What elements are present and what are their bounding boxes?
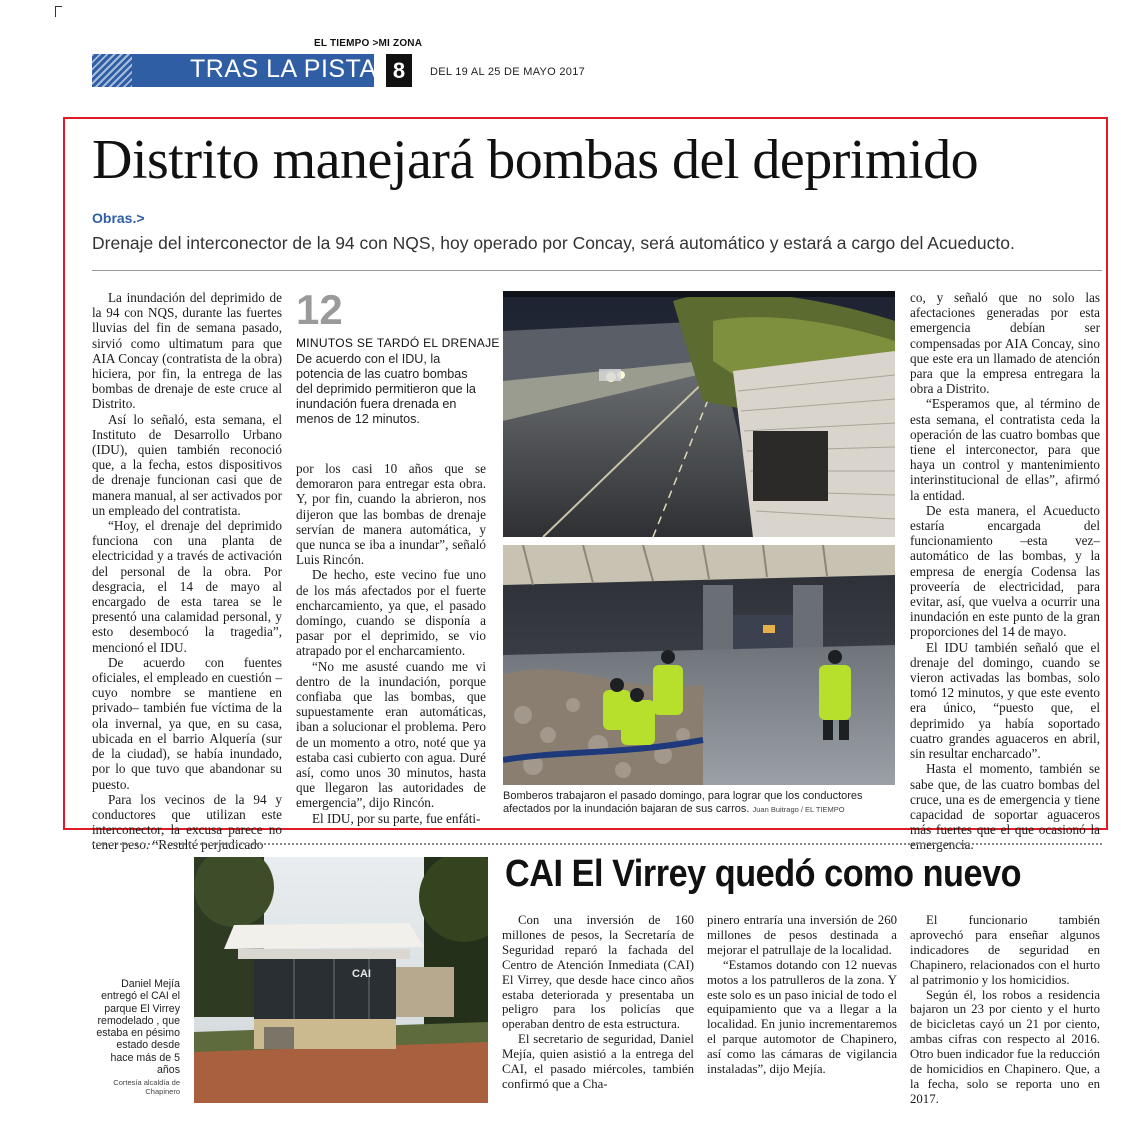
article2-headline: CAI El Virrey quedó como nuevo <box>505 853 1022 895</box>
article2-column-1 <box>502 913 694 1092</box>
cai-photo <box>194 857 488 1103</box>
paragraph: El IDU también señaló que el drenaje del domingo, cuando se vieron activadas las bombas, solo tomó 12 minutos, y que este evento era único, “puesto que, el deprimido ya había soportado cuatro grandes aguaceros en abril, sin resultar encharcado”. <box>910 639 1100 762</box>
cai-photo-caption: Daniel Mejía entregó el CAI el parque El Virrey remodelado , que estaba en pésimo estado desde hace más de 5 años <box>96 978 180 1077</box>
paragraph: “Estamos dotando con 12 nuevas motos a los patrulleros de la zona. Y este solo es un paso inicial de todo el equipamiento que va a llegar a la localidad. En junio incrementaremos el parque automotor de Chapinero, así como las cámaras de vigilancia instaladas”, dijo Mejía. <box>707 957 897 1077</box>
article-kicker: Obras.> <box>92 210 145 226</box>
stat-number: 12 <box>296 286 343 333</box>
page-number: 8 <box>386 54 412 87</box>
cai-sign: CAI <box>352 968 371 980</box>
article-column-3 <box>910 290 1100 853</box>
paragraph: De esta manera, el Acueducto estaría encargada del funcionamiento –esta vez– automático de las bombas, y la empresa de energía Codensa las proveería de electricidad, para evitar, así, que vuelva a ocurrir una inundación en este punto de la gran proporciones del 14 de mayo. <box>910 502 1100 640</box>
photo-credit: Juan Buitrago / EL TIEMPO <box>752 805 845 814</box>
paragraph: El IDU, por su parte, fue enfáti- <box>312 810 481 826</box>
paragraph: De acuerdo con fuentes oficiales, el empleado en cuestión –cuyo nombre se mantiene en privado– también fue víctima de la ola invernal, ya que, en su casa, ubicada en el barrio Alquería (sur de la ciudad), se había inundado, por lo que tuvo que abandonar su puesto. <box>92 654 282 792</box>
paragraph: “No me asusté cuando me vi dentro de la inundación, porque confiaba que las bombas, que supuestamente eran automáticas, iban a solucionar el problema. Pero de un momento a otro, noté que ya estaba casi cubierto con agua. Duré así, como unos 30 minutos, hasta que llegaron las autoridades de emergencia”, dijo Rincón. <box>296 658 486 811</box>
caption-text: Bomberos trabajaron el pasado domingo, para lograr que los conductores afectados por la inundación bajaran de sus carros. <box>503 790 863 815</box>
stat-description: De acuerdo con el IDU, la potencia de las cuatro bombas del deprimido permitieron que la inundación fuera drenada en menos de 12 minutos. <box>296 352 476 426</box>
paragraph: El secretario de seguridad, Daniel Mejía, quien asistió a la entrega del CAI, el pasado miércoles, también confirmó que a Cha- <box>502 1032 694 1091</box>
paragraph: Hasta el momento, también se sabe que, de las cuatro bombas del cruce, una es de emergencia y tiene capacidad de soportar aguaceros más fuertes que el que ocasionó la emergencia. <box>910 761 1100 853</box>
divider-rule <box>92 270 1102 271</box>
cai-photo-credit: Cortesía alcaldía de Chapinero <box>113 1078 180 1096</box>
paragraph: Así lo señaló, esta semana, el Instituto de Desarrollo Urbano (IDU), quien también reconoció que, a la fecha, estos dispositivos de drenaje funcionan casi que de manera manual, al ser activados por un empleado del contratista. <box>92 411 282 518</box>
section-divider <box>92 843 1102 845</box>
section-title: TRAS LA PISTA <box>190 55 377 83</box>
stat-label: MINUTOS SE TARDÓ EL DRENAJE <box>296 336 500 350</box>
article2-column-3 <box>910 913 1100 1107</box>
article-subhead: Drenaje del interconector de la 94 con NQS, hoy operado por Concay, será automático y estará a cargo del Acueducto. <box>92 233 1015 253</box>
underpass-photo <box>503 291 895 537</box>
paragraph: co, y señaló que no solo las afectaciones generadas por esta emergencia debían ser compensadas por AIA Concay, sino que este era un llamado de atención para que la empresa entregara la obra a Distrito. <box>910 290 1100 397</box>
paragraph: Según él, los robos a residencia bajaron un 23 por ciento y el hurto de bicicletas cayó un 21 por ciento, ambas cifras con respecto al 2016. Otro buen indicador fue la reducción de homicidios en Chapinero. Que, a la fecha, solo se reporta uno en 2017. <box>910 987 1100 1106</box>
paragraph: pinero entraría una inversión de 260 millones de pesos destinada a mejorar el patrullaje de la localidad. <box>707 913 897 957</box>
crop-mark <box>55 6 62 17</box>
paragraph: La inundación del deprimido de la 94 con NQS, durante las fuertes lluvias del fin de semana pasado, sirvió como ultimatum para que AIA Concay (contratista de la obra) hiciera, por fin, la entrega de las bombas de drenaje de este cruce al Distrito. <box>92 290 282 412</box>
article-column-2 <box>296 461 486 826</box>
paragraph: “Hoy, el drenaje del deprimido funciona con una planta de electricidad y a través de activación del personal de la obra. Por desgracia, el 14 de mayo al encargado de esta tarea se le presentó una calamidad personal, y esto desembocó la tragedia”, mencionó el IDU. <box>92 518 282 655</box>
paragraph: Para los vecinos de la 94 y conductores que utilizan este interconector, la excusa parece no tener peso. “Resulté perjudicado <box>92 791 282 853</box>
paragraph: De hecho, este vecino fue uno de los más afectados por el fuerte encharcamiento, ya que, el pasado domingo, cuando se disponía a pasar por el deprimido, se vio atrapado por el encharcamiento. <box>296 567 486 659</box>
article-column-1 <box>92 290 282 853</box>
firefighters-photo <box>503 545 895 785</box>
article-headline: Distrito manejará bombas del deprimido <box>92 129 979 191</box>
edition-date: DEL 19 AL 25 DE MAYO 2017 <box>430 66 586 78</box>
paragraph: “Esperamos que, al término de esta semana, el contratista ceda la operación de las cuatro bombas que tiene el interconector, para que haya un control y mantenimiento interinstitucional de ellas”, afirmó la entidad. <box>910 396 1100 503</box>
paragraph: por los casi 10 años que se demoraron para entregar esta obra. Y, por fin, cuando la abrieron, nos dijeron que las bombas de drenaje servían de manera automática, y que nunca se iba a inundar”, señaló Luis Rincón. <box>296 461 486 568</box>
photo-caption <box>503 790 898 816</box>
brand-label: EL TIEMPO >MI ZONA <box>314 38 423 49</box>
article2-column-2 <box>707 913 897 1077</box>
paragraph: Con una inversión de 160 millones de pesos, la Secretaría de Seguridad reparó la fachada del Centro de Atención Inmediata (CAI) El Virrey, que desde hace cinco años estaba deteriorada y presentaba un peligro para los policías que operaban dentro de esta estructura. <box>502 913 694 1032</box>
paragraph: El funcionario también aprovechó para enseñar algunos indicadores de seguridad en Chapinero, relacionados con el hurto al patrimonio y los homicidios. <box>910 913 1100 987</box>
